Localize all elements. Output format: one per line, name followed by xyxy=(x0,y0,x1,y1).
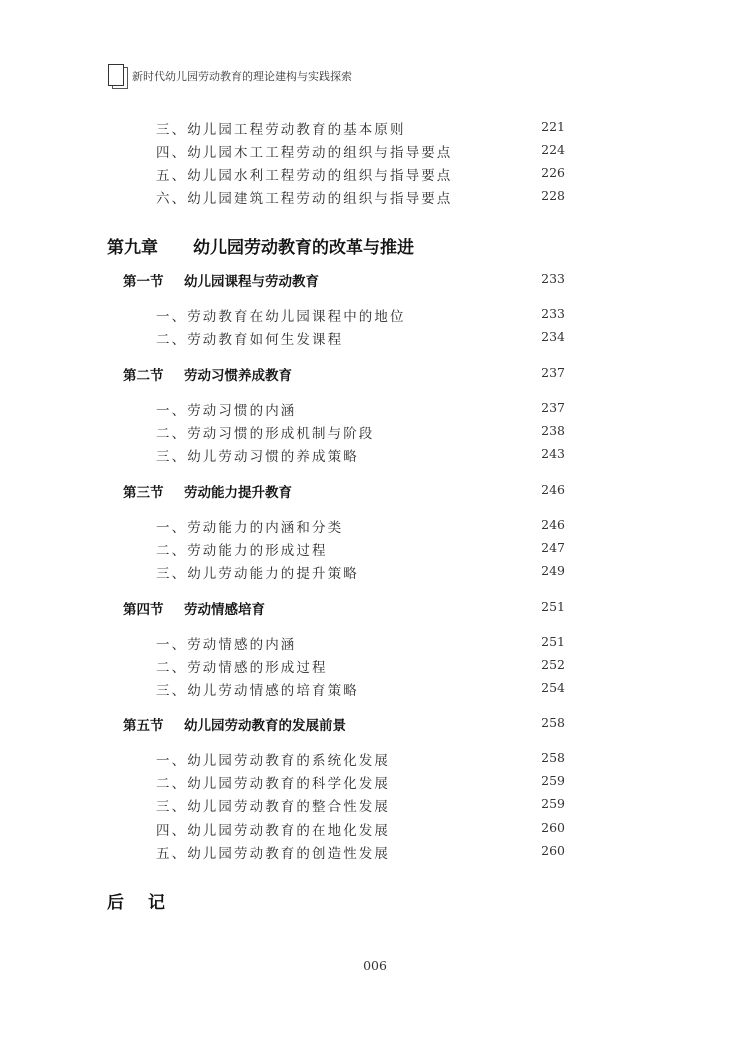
book-pages-icon xyxy=(108,64,130,90)
toc-item-page: 251 xyxy=(541,634,565,649)
toc-item-label: 四、幼儿园木工工程劳动的组织与指导要点 xyxy=(156,145,453,161)
toc-item[interactable] xyxy=(0,747,750,771)
section-title: 劳动能力提升教育 xyxy=(184,485,292,501)
section-number: 第一节 xyxy=(123,274,164,290)
section-title: 劳动习惯养成教育 xyxy=(184,368,292,384)
toc-item-page: 260 xyxy=(541,820,565,835)
toc-item-label: 三、幼儿劳动能力的提升策略 xyxy=(156,566,359,582)
toc-item-page: 228 xyxy=(541,188,565,203)
toc-item[interactable] xyxy=(0,654,750,678)
toc-item-page: 224 xyxy=(541,142,565,157)
toc-item-page: 237 xyxy=(541,400,565,415)
toc-item-label: 二、劳动情感的形成过程 xyxy=(156,660,328,676)
section-heading[interactable] xyxy=(0,596,750,620)
toc-item[interactable] xyxy=(0,817,750,841)
toc-item-page: 259 xyxy=(541,796,565,811)
toc-item-label: 三、幼儿园工程劳动教育的基本原则 xyxy=(156,122,406,138)
afterword-heading[interactable] xyxy=(0,888,750,912)
toc-item-page: 234 xyxy=(541,329,565,344)
toc-item-label: 三、幼儿劳动情感的培育策略 xyxy=(156,683,359,699)
chapter-heading[interactable] xyxy=(0,233,750,257)
toc-item-page: 233 xyxy=(541,306,565,321)
section-page: 233 xyxy=(541,271,565,286)
toc-item[interactable] xyxy=(0,303,750,327)
section-title: 劳动情感培育 xyxy=(184,602,265,618)
toc-item[interactable] xyxy=(0,514,750,538)
toc-item[interactable] xyxy=(0,677,750,701)
toc-item-label: 三、幼儿园劳动教育的整合性发展 xyxy=(156,799,390,815)
toc-item-page: 249 xyxy=(541,563,565,578)
running-header-title: 新时代幼儿园劳动教育的理论建构与实践探索 xyxy=(132,70,352,83)
toc-item[interactable] xyxy=(0,631,750,655)
section-page: 251 xyxy=(541,599,565,614)
toc-item[interactable] xyxy=(0,443,750,467)
toc-item[interactable] xyxy=(0,420,750,444)
toc-item-page: 258 xyxy=(541,750,565,765)
toc-item[interactable] xyxy=(0,770,750,794)
toc-item-label: 一、劳动能力的内涵和分类 xyxy=(156,520,344,536)
afterword-title: 后记 xyxy=(107,893,189,913)
toc-item-label: 二、劳动教育如何生发课程 xyxy=(156,332,344,348)
section-heading[interactable] xyxy=(0,479,750,503)
toc-item-label: 四、幼儿园劳动教育的在地化发展 xyxy=(156,823,390,839)
section-page: 237 xyxy=(541,365,565,380)
section-page: 258 xyxy=(541,715,565,730)
toc-item-page: 221 xyxy=(541,119,565,134)
section-number: 第二节 xyxy=(123,368,164,384)
toc-item-label: 五、幼儿园劳动教育的创造性发展 xyxy=(156,846,390,862)
toc-item-page: 259 xyxy=(541,773,565,788)
chapter-number: 第九章 xyxy=(107,238,158,258)
toc-item[interactable] xyxy=(0,162,750,186)
toc-item-label: 二、幼儿园劳动教育的科学化发展 xyxy=(156,776,390,792)
toc-item-page: 246 xyxy=(541,517,565,532)
toc-item[interactable] xyxy=(0,185,750,209)
section-page: 246 xyxy=(541,482,565,497)
toc-item-label: 一、幼儿园劳动教育的系统化发展 xyxy=(156,753,390,769)
section-number: 第五节 xyxy=(123,718,164,734)
toc-item[interactable] xyxy=(0,793,750,817)
toc-item[interactable] xyxy=(0,397,750,421)
toc-item-label: 六、幼儿园建筑工程劳动的组织与指导要点 xyxy=(156,191,453,207)
toc-item-label: 一、劳动习惯的内涵 xyxy=(156,403,297,419)
section-number: 第三节 xyxy=(123,485,164,501)
section-heading[interactable] xyxy=(0,712,750,736)
section-heading[interactable] xyxy=(0,362,750,386)
toc-item[interactable] xyxy=(0,116,750,140)
toc-item-page: 260 xyxy=(541,843,565,858)
toc-item[interactable] xyxy=(0,537,750,561)
toc-item-label: 一、劳动教育在幼儿园课程中的地位 xyxy=(156,309,406,325)
running-header xyxy=(108,64,408,94)
toc-item[interactable] xyxy=(0,326,750,350)
toc-item-label: 二、劳动习惯的形成机制与阶段 xyxy=(156,426,375,442)
section-title: 幼儿园课程与劳动教育 xyxy=(184,274,319,290)
toc-item-page: 254 xyxy=(541,680,565,695)
toc-item-page: 238 xyxy=(541,423,565,438)
toc-item-page: 243 xyxy=(541,446,565,461)
toc-item-page: 252 xyxy=(541,657,565,672)
toc-item-label: 二、劳动能力的形成过程 xyxy=(156,543,328,559)
toc-item-label: 一、劳动情感的内涵 xyxy=(156,637,297,653)
page-number: 006 xyxy=(363,958,387,973)
toc-item-label: 五、幼儿园水利工程劳动的组织与指导要点 xyxy=(156,168,453,184)
chapter-title: 幼儿园劳动教育的改革与推进 xyxy=(193,238,414,258)
section-heading[interactable] xyxy=(0,268,750,292)
toc-item-page: 226 xyxy=(541,165,565,180)
toc-item[interactable] xyxy=(0,560,750,584)
section-number: 第四节 xyxy=(123,602,164,618)
section-title: 幼儿园劳动教育的发展前景 xyxy=(184,718,346,734)
toc-item[interactable] xyxy=(0,840,750,864)
toc-item-label: 三、幼儿劳动习惯的养成策略 xyxy=(156,449,359,465)
toc-item-page: 247 xyxy=(541,540,565,555)
toc-item[interactable] xyxy=(0,139,750,163)
